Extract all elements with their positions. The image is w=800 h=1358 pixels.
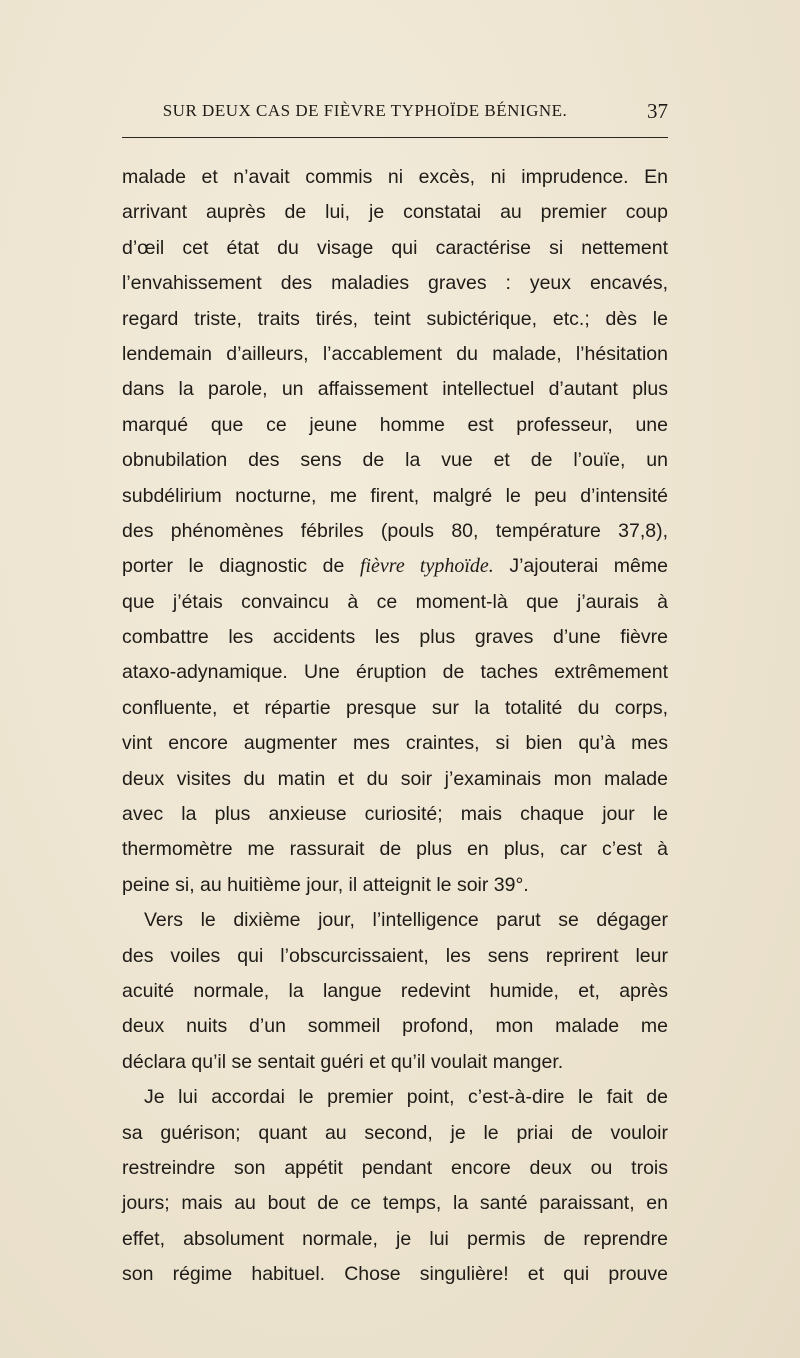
text-line: des voiles qui l’obscurcissaient, les sens reprirent leur xyxy=(122,944,668,967)
header-rule xyxy=(122,137,668,138)
text-line: vint encore augmenter mes craintes, si bien qu’à mes xyxy=(122,732,668,755)
text-line: ataxo-adynamique. Une éruption de taches extrêmement xyxy=(122,661,668,684)
text-line: subdélirium nocturne, me firent, malgré le peu d’intensité xyxy=(122,484,668,507)
text-line: que j’étais convaincu à ce moment-là que j’aurais à xyxy=(122,590,668,613)
text-line: restreindre son appétit pendant encore deux ou trois xyxy=(122,1156,668,1179)
text-line: deux visites du matin et du soir j’examinais mon malade xyxy=(122,767,668,790)
text-line: des phénomènes fébriles (pouls 80, température 37,8), xyxy=(122,519,668,542)
text-segment: J’ajouterai même xyxy=(493,555,668,578)
text-line: dans la parole, un affaissement intellectuel d’autant plus xyxy=(122,378,668,401)
text-line: déclara qu’il se sentait guéri et qu’il voulait manger. xyxy=(122,1050,564,1073)
text-line: Je lui accordai le premier point, c’est-à-dire le fait de xyxy=(144,1086,668,1109)
text-line: combattre les accidents les plus graves d’une fièvre xyxy=(122,626,668,649)
text-line: marqué que ce jeune homme est professeur, une xyxy=(122,413,668,436)
text-line: peine si, au huitième jour, il atteignit le soir 39°. xyxy=(122,873,529,896)
running-head xyxy=(122,96,668,126)
text-line: deux nuits d’un sommeil profond, mon malade me xyxy=(122,1015,668,1038)
text-line: regard triste, traits tirés, teint subictérique, etc.; dès le xyxy=(122,307,668,330)
italic-diagnosis: fièvre typhoïde. xyxy=(359,555,494,578)
text-line: lendemain d’ailleurs, l’accablement du malade, l’hésitation xyxy=(122,342,668,365)
running-title: SUR DEUX CAS DE FIÈVRE TYPHOÏDE BÉNIGNE. xyxy=(162,101,568,120)
text-line: thermomètre me rassurait de plus en plus, car c’est à xyxy=(122,838,668,861)
text-line: malade et n’avait commis ni excès, ni imprudence. En xyxy=(122,166,668,188)
text-segment: porter le diagnostic de xyxy=(122,555,360,578)
text-line: avec la plus anxieuse curiosité; mais chaque jour le xyxy=(122,803,668,826)
text-line: acuité normale, la langue redevint humide, et, après xyxy=(122,979,668,1002)
text-line: d’œil cet état du visage qui caractérise si nettement xyxy=(122,236,668,259)
text-line: obnubilation des sens de la vue et de l’ouïe, un xyxy=(122,449,668,472)
body-text xyxy=(122,160,668,1293)
text-line: effet, absolument normale, je lui permis de reprendre xyxy=(122,1227,668,1250)
text-line: sa guérison; quant au second, je le priai de vouloir xyxy=(122,1121,668,1144)
text-line: confluente, et répartie presque sur la totalité du corps, xyxy=(122,696,668,719)
page-number: 37 xyxy=(647,99,668,123)
text-line: son régime habituel. Chose singulière! et qui prouve xyxy=(122,1263,668,1286)
text-line: arrivant auprès de lui, je constatai au premier coup xyxy=(122,201,668,224)
text-line: jours; mais au bout de ce temps, la santé paraissant, en xyxy=(122,1192,668,1215)
text-line: l’envahissement des maladies graves : yeux encavés, xyxy=(122,272,668,295)
text-line-with-italic xyxy=(122,549,668,584)
text-line: Vers le dixième jour, l’intelligence parut se dégager xyxy=(144,909,668,932)
